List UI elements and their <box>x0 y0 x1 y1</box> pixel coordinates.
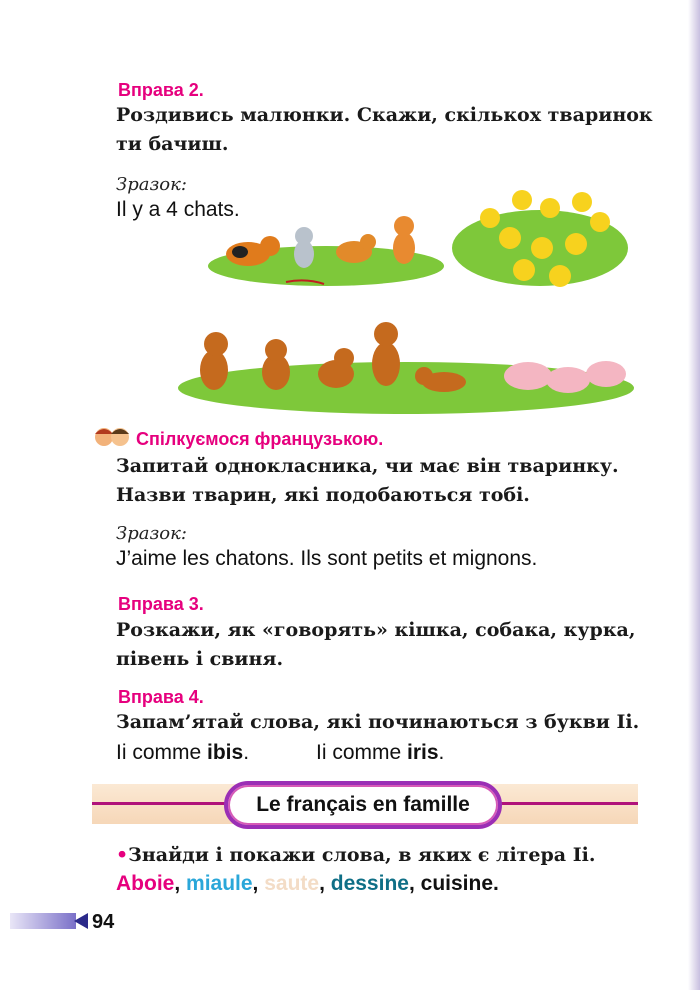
family-word: dessine <box>330 872 409 895</box>
family-instruction <box>116 844 595 866</box>
exercise-2-line-2: ти бачиш. <box>116 133 229 155</box>
family-word: miaule <box>186 872 253 895</box>
family-word: Aboie <box>116 872 175 895</box>
example-a-prefix: Ii comme <box>116 741 208 764</box>
exercise-4-line-1: Запам’ятай слова, які починаються з букви Ii. <box>116 711 640 733</box>
chicks-illustration <box>450 178 630 298</box>
talking-children-icon <box>92 424 132 448</box>
exercise-3-title: Вправа 3. <box>118 594 204 614</box>
cats-illustration <box>206 208 446 288</box>
exercise-4-title: Вправа 4. <box>118 687 204 707</box>
speak-sample-label: Зразок: <box>116 523 187 544</box>
family-word: cuisine <box>420 872 494 895</box>
word-separator: , <box>252 872 265 895</box>
word-separator: , <box>319 872 331 895</box>
speak-line-1: Запитай однокласника, чи має він тваринку. <box>116 455 619 477</box>
word-separator: . <box>493 872 499 895</box>
page-number: 94 <box>92 911 115 933</box>
page-number-bar <box>10 913 76 929</box>
example-a-end: . <box>243 741 250 764</box>
exercise-4-example-a <box>116 741 249 765</box>
exercise-3-line-1: Розкажи, як «говорять» кішка, собака, курка, <box>116 619 636 641</box>
speak-line-2: Назви тварин, які подобаються тобі. <box>116 484 530 506</box>
exercise-4-example-b <box>316 741 444 765</box>
page-edge <box>688 0 700 990</box>
family-word: saute <box>264 872 320 895</box>
speak-french-title: Спілкуємося французькою. <box>136 429 384 449</box>
word-separator: , <box>174 872 187 895</box>
word-separator: , <box>408 872 421 895</box>
family-instruction-text: Знайди і покажи слова, в яких є літера Ii. <box>128 844 596 866</box>
example-b-word: iris <box>407 741 439 764</box>
speak-sample: J’aime les chatons. Ils sont petits et mignons. <box>116 547 538 570</box>
family-word-list <box>116 872 499 896</box>
page-arrow-icon <box>74 913 88 929</box>
example-a-word: ibis <box>207 741 244 764</box>
exercise-2-line-1: Роздивись малюнки. Скажи, скількох тваринок <box>116 104 653 126</box>
exercise-2-sample-label: Зразок: <box>116 174 187 195</box>
exercise-2-title: Вправа 2. <box>118 80 204 100</box>
dogs-and-pigs-illustration <box>176 312 636 416</box>
family-banner: Le français en famille <box>224 781 502 829</box>
exercise-2-sample: Il y a 4 chats. <box>116 198 240 221</box>
example-b-prefix: Ii comme <box>316 741 408 764</box>
bullet: • <box>116 844 129 866</box>
exercise-3-line-2: півень і свиня. <box>116 648 284 670</box>
example-b-end: . <box>438 741 445 764</box>
